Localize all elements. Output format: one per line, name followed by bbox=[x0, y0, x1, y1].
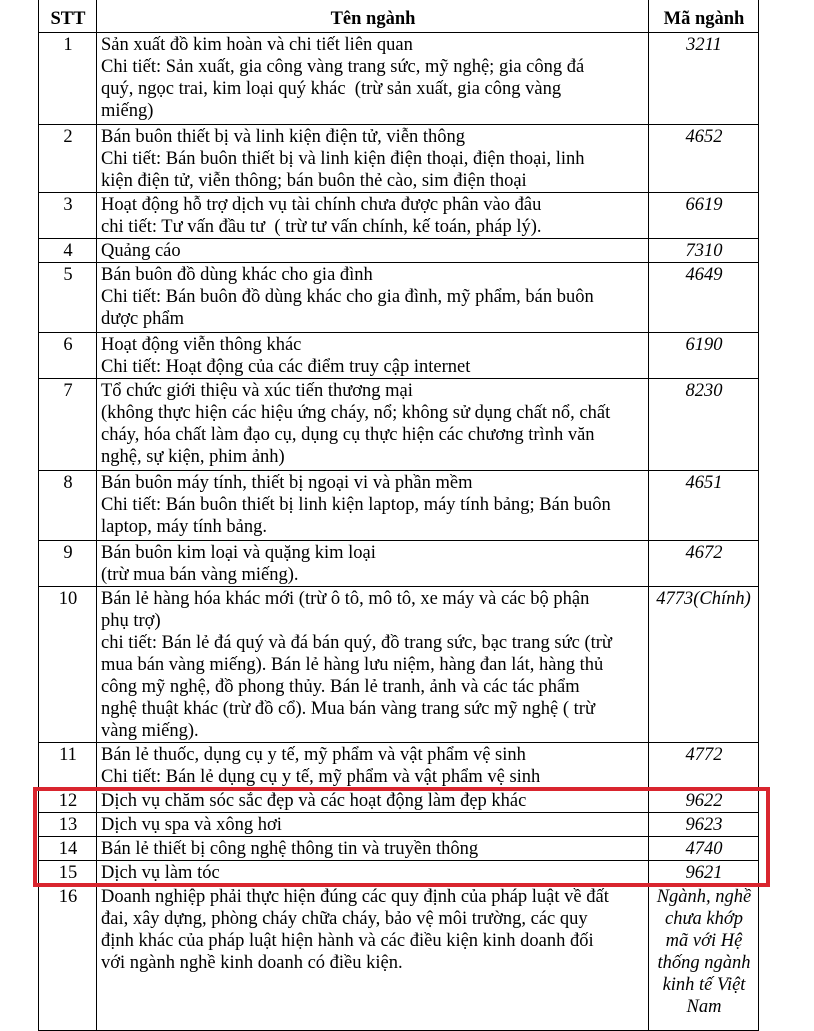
row-name bbox=[97, 861, 649, 885]
row-stt: 8 bbox=[39, 471, 97, 541]
row-code: 9623 bbox=[649, 813, 759, 837]
row-name bbox=[97, 743, 649, 789]
row-name-line: Hoạt động viễn thông khác bbox=[101, 335, 302, 355]
table-row bbox=[39, 263, 759, 333]
row-code: 4772 bbox=[649, 743, 759, 789]
row-code-line: mã với Hệ bbox=[665, 931, 743, 951]
row-name-line: chi tiết: Tư vấn đầu tư ( trừ tư vấn chính, kế toán, pháp lý). bbox=[101, 217, 542, 237]
row-name-line: Chi tiết: Sản xuất, gia công vàng trang sức, mỹ nghệ; gia công đá bbox=[101, 57, 585, 77]
row-name bbox=[97, 239, 649, 263]
table-row bbox=[39, 789, 759, 813]
row-code: 3211 bbox=[649, 33, 759, 125]
row-code-line: Nam bbox=[686, 997, 722, 1017]
business-lines-table bbox=[38, 0, 759, 1031]
table-row bbox=[39, 239, 759, 263]
row-code: 7310 bbox=[649, 239, 759, 263]
row-stt: 12 bbox=[39, 789, 97, 813]
row-stt: 5 bbox=[39, 263, 97, 333]
row-name bbox=[97, 379, 649, 471]
row-stt: 1 bbox=[39, 33, 97, 125]
table-row bbox=[39, 813, 759, 837]
row-name-line: chi tiết: Bán lẻ đá quý và đá bán quý, đồ trang sức, bạc trang sức (trừ bbox=[101, 633, 612, 653]
row-name-line: Quảng cáo bbox=[101, 241, 181, 261]
row-name bbox=[97, 471, 649, 541]
table-row bbox=[39, 125, 759, 193]
row-name-line: Bán lẻ hàng hóa khác mới (trừ ô tô, mô tô, xe máy và các bộ phận bbox=[101, 589, 590, 609]
row-code: 9622 bbox=[649, 789, 759, 813]
row-name-line: Tổ chức giới thiệu và xúc tiến thương mại bbox=[101, 381, 413, 401]
row-name-line: Chi tiết: Bán buôn thiết bị và linh kiện điện thoại, điện thoại, linh bbox=[101, 149, 585, 169]
table-header-row bbox=[39, 0, 759, 33]
header-code: Mã ngành bbox=[649, 0, 759, 33]
row-name-line: phụ trợ) bbox=[101, 611, 161, 631]
row-name-line: Bán buôn thiết bị và linh kiện điện tử, viễn thông bbox=[101, 127, 466, 147]
row-code bbox=[649, 885, 759, 1031]
row-name-line: Dịch vụ chăm sóc sắc đẹp và các hoạt động làm đẹp khác bbox=[101, 791, 527, 811]
row-name-line: Dịch vụ spa và xông hơi bbox=[101, 815, 282, 835]
row-name-line: (không thực hiện các hiệu ứng cháy, nổ; không sử dụng chất nổ, chất bbox=[101, 403, 611, 423]
row-stt: 11 bbox=[39, 743, 97, 789]
table-row bbox=[39, 587, 759, 743]
table-row bbox=[39, 837, 759, 861]
row-name-line: Sản xuất đồ kim hoàn và chi tiết liên quan bbox=[101, 35, 413, 55]
header-name: Tên ngành bbox=[97, 0, 649, 33]
row-name-line: Bán buôn kim loại và quặng kim loại bbox=[101, 543, 376, 563]
row-code: 4649 bbox=[649, 263, 759, 333]
row-code-line: chưa khớp bbox=[664, 909, 743, 929]
row-code-line: Ngành, nghề bbox=[656, 887, 752, 907]
row-name-line: Bán lẻ thiết bị công nghệ thông tin và truyền thông bbox=[101, 839, 479, 859]
row-name-line: Chi tiết: Bán buôn đồ dùng khác cho gia đình, mỹ phẩm, bán buôn bbox=[101, 287, 594, 307]
row-stt: 6 bbox=[39, 333, 97, 379]
row-name-line: Bán lẻ thuốc, dụng cụ y tế, mỹ phẩm và vật phẩm vệ sinh bbox=[101, 745, 526, 765]
row-name-line: kiện điện tử, viễn thông; bán buôn thẻ cào, sim điện thoại bbox=[101, 171, 527, 191]
row-code: 6619 bbox=[649, 193, 759, 239]
row-name-line: Bán buôn máy tính, thiết bị ngoại vi và phần mềm bbox=[101, 473, 473, 493]
row-code: 4740 bbox=[649, 837, 759, 861]
row-name-line: Hoạt động hỗ trợ dịch vụ tài chính chưa được phân vào đâu bbox=[101, 195, 542, 215]
row-name-line: đai, xây dựng, phòng cháy chữa cháy, bảo vệ môi trường, các quy bbox=[101, 909, 588, 929]
row-name-line: Chi tiết: Bán lẻ dụng cụ y tế, mỹ phẩm và vật phẩm vệ sinh bbox=[101, 767, 541, 787]
row-name-line: Bán buôn đồ dùng khác cho gia đình bbox=[101, 265, 373, 285]
row-code: 4652 bbox=[649, 125, 759, 193]
row-name-line: nghệ thuật khác (trừ đồ cổ). Mua bán vàng trang sức mỹ nghệ ( trừ bbox=[101, 699, 595, 719]
row-name-line: quý, ngọc trai, kim loại quý khác (trừ sản xuất, gia công vàng bbox=[101, 79, 562, 99]
row-name bbox=[97, 587, 649, 743]
row-name-line: vàng miếng). bbox=[101, 721, 199, 741]
row-stt: 4 bbox=[39, 239, 97, 263]
table-row bbox=[39, 541, 759, 587]
row-name-line: Chi tiết: Bán buôn thiết bị linh kiện laptop, máy tính bảng; Bán buôn bbox=[101, 495, 611, 515]
row-code: 4773(Chính) bbox=[649, 587, 759, 743]
row-name bbox=[97, 263, 649, 333]
row-code-line: thống ngành bbox=[657, 953, 751, 973]
table-row bbox=[39, 379, 759, 471]
row-name bbox=[97, 837, 649, 861]
row-name-line: laptop, máy tính bảng. bbox=[101, 517, 267, 537]
row-stt: 2 bbox=[39, 125, 97, 193]
row-name bbox=[97, 125, 649, 193]
row-name-line: công mỹ nghệ, đồ phong thủy. Bán lẻ tranh, ảnh và các tác phẩm bbox=[101, 677, 580, 697]
row-code: 8230 bbox=[649, 379, 759, 471]
row-name-line: mua bán vàng miếng). Bán lẻ hàng lưu niệm, hàng đan lát, hàng thủ bbox=[101, 655, 604, 675]
row-stt: 9 bbox=[39, 541, 97, 587]
row-code: 9621 bbox=[649, 861, 759, 885]
row-name-line: định khác của pháp luật hiện hành và các điều kiện kinh doanh đối bbox=[101, 931, 594, 951]
row-name-line: miếng) bbox=[101, 101, 154, 121]
row-name-line: Doanh nghiệp phải thực hiện đúng các quy định của pháp luật về đất bbox=[101, 887, 609, 907]
table-row bbox=[39, 333, 759, 379]
row-name-line: Dịch vụ làm tóc bbox=[101, 863, 220, 883]
row-name bbox=[97, 193, 649, 239]
table-row bbox=[39, 885, 759, 1031]
table-row bbox=[39, 743, 759, 789]
row-stt: 13 bbox=[39, 813, 97, 837]
row-name-line: Chi tiết: Hoạt động của các điểm truy cập internet bbox=[101, 357, 471, 377]
table-body bbox=[39, 33, 759, 1031]
row-stt: 3 bbox=[39, 193, 97, 239]
table-row bbox=[39, 193, 759, 239]
row-name bbox=[97, 789, 649, 813]
row-stt: 7 bbox=[39, 379, 97, 471]
row-name-line: cháy, hóa chất làm đạo cụ, dụng cụ thực hiện các chương trình văn bbox=[101, 425, 595, 445]
row-name-line: với ngành nghề kinh doanh có điều kiện. bbox=[101, 953, 403, 973]
row-code: 6190 bbox=[649, 333, 759, 379]
row-stt: 15 bbox=[39, 861, 97, 885]
table-row bbox=[39, 471, 759, 541]
row-name-line: (trừ mua bán vàng miếng). bbox=[101, 565, 299, 585]
row-name bbox=[97, 885, 649, 1031]
row-name bbox=[97, 333, 649, 379]
table-row bbox=[39, 33, 759, 125]
row-name-line: nghệ, sự kiện, phim ảnh) bbox=[101, 447, 285, 467]
row-stt: 10 bbox=[39, 587, 97, 743]
row-stt: 14 bbox=[39, 837, 97, 861]
row-code: 4672 bbox=[649, 541, 759, 587]
header-stt: STT bbox=[39, 0, 97, 33]
table-row bbox=[39, 861, 759, 885]
row-name bbox=[97, 541, 649, 587]
row-name bbox=[97, 33, 649, 125]
row-code: 4651 bbox=[649, 471, 759, 541]
row-name-line: dược phẩm bbox=[101, 309, 184, 329]
row-code-line: kinh tế Việt bbox=[662, 975, 746, 995]
row-stt: 16 bbox=[39, 885, 97, 1031]
row-name bbox=[97, 813, 649, 837]
